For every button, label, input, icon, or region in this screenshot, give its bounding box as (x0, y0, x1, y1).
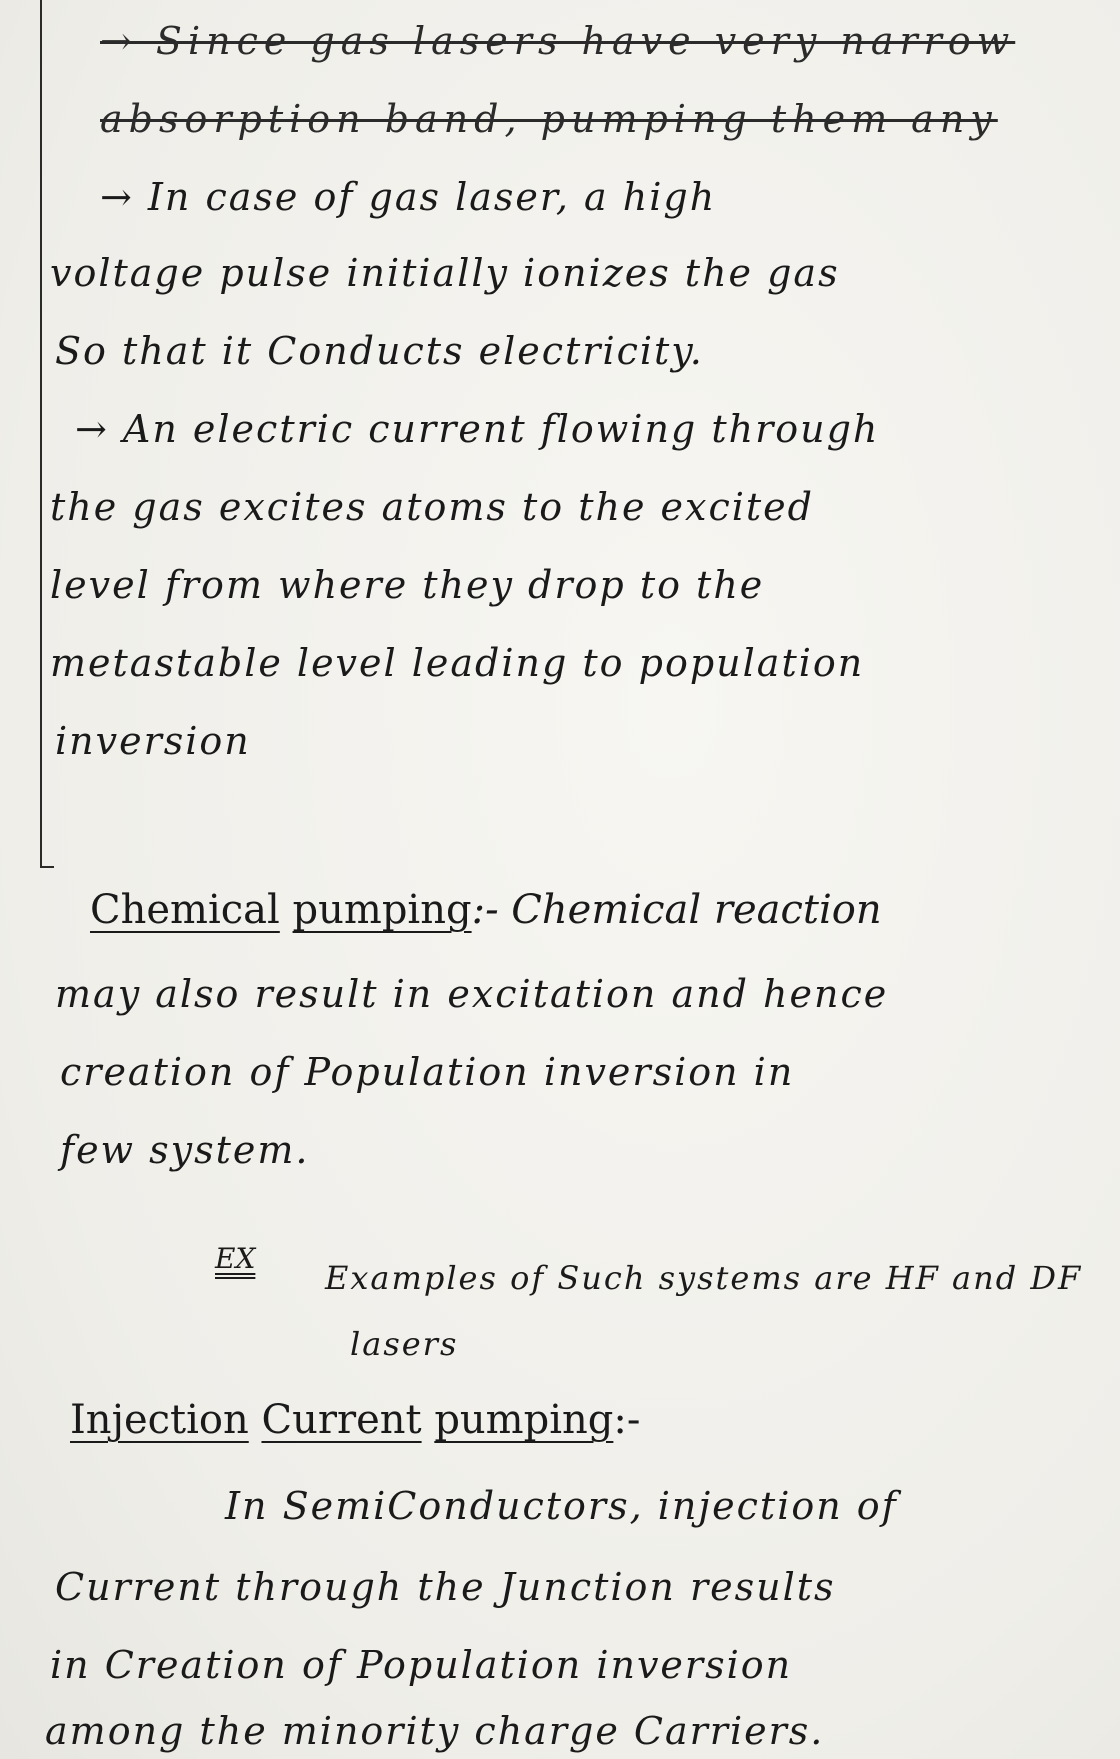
heading-word-chemical: Chemical (90, 887, 280, 933)
struck-line-2: absorption band, pumping them any (100, 97, 998, 141)
heading-word-current: Current (261, 1397, 422, 1443)
heading-word-pumping-2: pumping (434, 1397, 614, 1443)
text-line-creation: creation of Population inversion in (60, 1050, 795, 1094)
text-line-level: level from where they drop to the (50, 563, 765, 607)
text-line-minority-carriers: among the minority charge Carriers. (45, 1709, 825, 1753)
text-line-voltage: voltage pulse initially ionizes the gas (50, 251, 840, 295)
text-line-electric-current: → An electric current flowing through (75, 407, 880, 451)
text-line-excites: the gas excites atoms to the excited (50, 485, 814, 529)
example-label: EX (215, 1242, 256, 1275)
struck-line-1: → Since gas lasers have very narrow (100, 19, 1016, 63)
text-line-junction: Current through the Junction results (55, 1565, 836, 1609)
heading-word-injection: Injection (70, 1397, 249, 1443)
text-line-may-also: may also result in excitation and hence (55, 972, 889, 1016)
injection-pumping-heading (70, 1397, 641, 1443)
text-line-creation-population: in Creation of Population inversion (50, 1643, 793, 1687)
text-line-inversion: inversion (55, 719, 251, 763)
chemical-pumping-rest: :- Chemical reaction (471, 887, 882, 933)
text-line-gas-laser: → In case of gas laser, a high (100, 175, 717, 219)
text-line-lasers: lasers (350, 1325, 459, 1363)
heading-word-pumping: pumping (292, 887, 472, 933)
text-line-semiconductors: In SemiConductors, injection of (225, 1484, 898, 1528)
chemical-pumping-heading (90, 887, 882, 933)
text-line-few-system: few system. (60, 1128, 310, 1172)
heading-colon: :- (613, 1397, 641, 1443)
margin-tick (40, 866, 54, 868)
margin-line (40, 0, 42, 866)
text-line-conducts: So that it Conducts electricity. (55, 329, 704, 373)
text-line-examples: Examples of Such systems are HF and DF (325, 1259, 1083, 1297)
text-line-metastable: metastable level leading to population (50, 641, 865, 685)
